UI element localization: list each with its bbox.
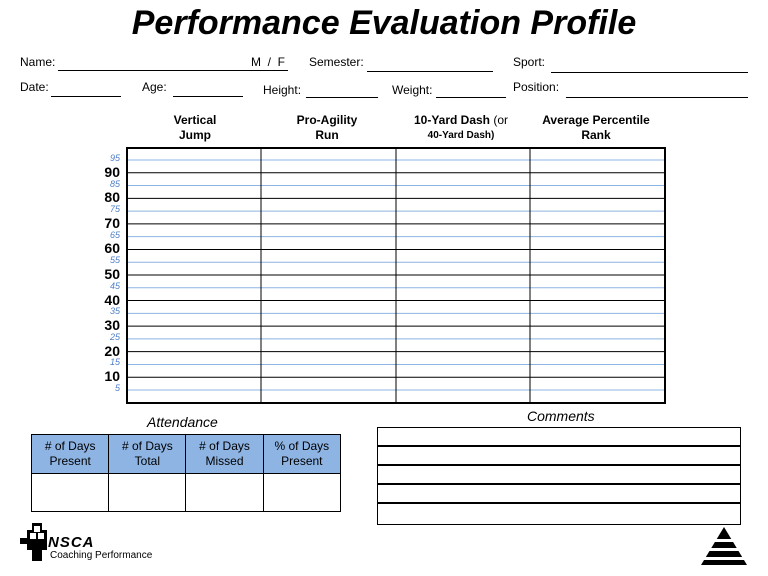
height-label: Height:	[263, 83, 302, 97]
scale-minor-label: 45	[109, 280, 120, 291]
scale-major-label: 90	[104, 163, 120, 180]
scale-minor-label: 75	[109, 204, 120, 215]
attendance-header-row	[32, 435, 341, 474]
column-header-line1: Vertical	[173, 113, 217, 127]
header-line2: Total	[134, 454, 161, 468]
scale-major-label: 70	[104, 214, 120, 231]
age-label: Age:	[142, 80, 167, 94]
scale-major-label: 60	[104, 240, 120, 257]
column-header-line1-extra: (or	[490, 113, 509, 127]
scale-minor-label: 35	[109, 306, 120, 317]
nsca-wordmark: NSCA	[48, 534, 95, 551]
column-header-line2: 40-Yard Dash)	[427, 130, 495, 141]
scale-major-label: 80	[104, 189, 120, 206]
attendance-percent-present-cell[interactable]	[263, 474, 340, 512]
attendance-header-days-present	[32, 435, 109, 474]
comment-line[interactable]	[377, 465, 741, 484]
gender-label: M / F	[251, 55, 285, 69]
header-line2: Missed	[205, 454, 244, 468]
header-line1: # of Days	[44, 439, 96, 453]
page-title: Performance Evaluation Profile	[131, 4, 637, 42]
nsca-tagline: Coaching Performance	[50, 550, 153, 561]
column-header-line1: Pro-Agility	[296, 113, 358, 127]
nsca-logo	[18, 522, 168, 566]
header-line1: # of Days	[199, 439, 250, 453]
column-header-line1: 10-Yard Dash	[413, 113, 491, 127]
column-header-line2: Rank	[581, 128, 611, 142]
column-header-line2: Run	[315, 128, 339, 142]
header-line1: % of Days	[274, 439, 330, 453]
comment-line[interactable]	[377, 484, 741, 503]
attendance-days-total-cell[interactable]	[109, 474, 186, 512]
scale-minor-label: 25	[109, 331, 120, 342]
comment-line[interactable]	[377, 427, 741, 446]
header-line2: Present	[49, 454, 91, 468]
scale-minor-label: 85	[109, 178, 120, 189]
attendance-header-days-total	[109, 435, 186, 474]
semester-label: Semester:	[309, 55, 364, 69]
scale-major-label: 40	[104, 291, 120, 308]
position-label: Position:	[513, 80, 560, 94]
column-header-line2: Jump	[178, 128, 211, 142]
attendance-days-present-cell[interactable]	[32, 474, 109, 512]
comment-line[interactable]	[377, 446, 741, 465]
pyramid-icon	[700, 526, 748, 566]
comment-line[interactable]	[377, 503, 741, 525]
attendance-header-percent-present	[263, 435, 340, 474]
scale-major-label: 30	[104, 317, 120, 334]
header-line2: Present	[281, 454, 323, 468]
attendance-days-missed-cell[interactable]	[186, 474, 263, 512]
attendance-header-days-missed	[186, 435, 263, 474]
comments-title: Comments	[527, 408, 595, 424]
scale-major-label: 10	[104, 368, 120, 385]
header-line1: # of Days	[122, 439, 173, 453]
scale-minor-label: 65	[109, 229, 120, 240]
scale-minor-label: 15	[109, 357, 120, 368]
scale-minor-label: 55	[109, 255, 120, 266]
date-label: Date:	[20, 80, 49, 94]
column-header-line1: Average Percentile	[542, 113, 650, 127]
name-label: Name:	[20, 55, 56, 69]
scale-major-label: 20	[104, 342, 120, 359]
attendance-table	[31, 434, 341, 512]
scale-minor-label: 95	[109, 153, 120, 163]
weight-label: Weight:	[392, 83, 433, 97]
scale-major-label: 50	[104, 266, 120, 282]
attendance-title: Attendance	[147, 414, 218, 430]
attendance-entry-row	[32, 474, 341, 512]
sport-label: Sport:	[513, 55, 546, 69]
scale-minor-label: 5	[114, 383, 120, 393]
